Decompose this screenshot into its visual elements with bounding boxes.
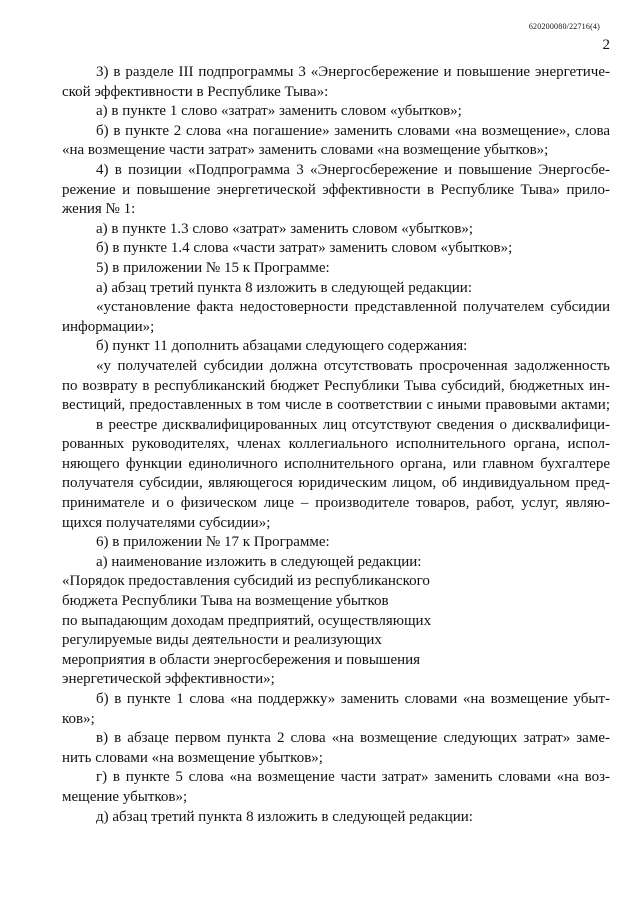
- text-line: а) в пункте 1 слово «затрат» заменить словом «убытков»;: [96, 103, 462, 120]
- text-line: б) пункт 11 дополнить абзацами следующего содержания:: [96, 338, 468, 355]
- text-line: регулируемые виды деятельности и реализующих: [62, 632, 382, 649]
- text-line: принимателе и о физическом лице – производителе товаров, работ, услуг, являю-: [62, 495, 610, 512]
- page-number: 2: [602, 37, 610, 53]
- document-code: 620200080/22716(4): [528, 22, 600, 31]
- text-line: «у получателей субсидии должна отсутствовать просроченная задолженность: [96, 357, 610, 374]
- document-body: [62, 63, 610, 827]
- text-line: ской эффективности в Республике Тыва»:: [62, 83, 329, 100]
- text-line: «на возмещение части затрат» заменить словами «на возмещение убытков»;: [62, 142, 549, 159]
- text-line: б) в пункте 2 слова «на погашение» заменить словами «на возмещение», слова: [96, 122, 610, 139]
- text-line: энергетической эффективности»;: [62, 671, 275, 688]
- text-line: няющего функции единоличного исполнительного органа, или главном бухгалтере: [62, 455, 610, 472]
- text-line: а) абзац третий пункта 8 изложить в следующей редакции:: [96, 279, 472, 296]
- text-line: д) абзац третий пункта 8 изложить в следующей редакции:: [96, 808, 473, 825]
- text-line: 3) в разделе III подпрограммы 3 «Энергосбережение и повышение энергетиче-: [96, 64, 610, 80]
- text-line: 5) в приложении № 15 к Программе:: [96, 259, 330, 276]
- text-line: 4) в позиции «Подпрограмма 3 «Энергосбережение и повышение Энергосбе-: [96, 161, 610, 178]
- text-line: ков»;: [62, 710, 95, 727]
- text-line: мещение убытков»;: [62, 788, 188, 805]
- text-line: а) в пункте 1.3 слово «затрат» заменить словом «убытков»;: [96, 220, 474, 237]
- text-line: по возврату в республиканский бюджет Республики Тыва субсидий, бюджетных ин-: [62, 377, 610, 394]
- text-line: «Порядок предоставления субсидий из республиканского: [62, 573, 430, 590]
- text-line: мероприятия в области энергосбережения и повышения: [62, 651, 421, 668]
- text-line: 6) в приложении № 17 к Программе:: [96, 534, 330, 551]
- text-line: получателя субсидии, являющегося юридическим лицом, об индивидуальном пред-: [62, 475, 610, 492]
- text-line: щихся получателями субсидии»;: [62, 514, 271, 531]
- text-line: б) в пункте 1 слова «на поддержку» заменить словами «на возмещение убыт-: [96, 691, 610, 707]
- text-line: режение и повышение энергетической эффективности в Республике Тыва» прило-: [62, 181, 610, 198]
- text-line: «установление факта недостоверности представленной получателем субсидии: [96, 299, 610, 316]
- text-line: в реестре дисквалифицированных лиц отсутствуют сведения о дисквалифици-: [96, 416, 610, 433]
- text-line: нить словами «на возмещение убытков»;: [62, 749, 323, 766]
- text-line: бюджета Республики Тыва на возмещение убытков: [62, 593, 389, 610]
- text-line: г) в пункте 5 слова «на возмещение части затрат» заменить словами «на воз-: [96, 769, 610, 786]
- text-line: а) наименование изложить в следующей редакции:: [96, 553, 422, 570]
- text-line: жения № 1:: [62, 201, 136, 218]
- text-line: рованных руководителях, членах коллегиального исполнительного органа, испол-: [62, 436, 610, 453]
- text-line: в) в абзаце первом пункта 2 слова «на возмещение следующих затрат» заме-: [96, 730, 610, 747]
- text-line: б) в пункте 1.4 слова «части затрат» заменить словом «убытков»;: [96, 240, 513, 257]
- text-line: по выпадающим доходам предприятий, осуществляющих: [62, 612, 432, 629]
- text-line: вестиций, предоставленных в том числе в соответствии с иными правовыми актами;: [62, 397, 610, 414]
- text-line: информации»;: [62, 318, 155, 335]
